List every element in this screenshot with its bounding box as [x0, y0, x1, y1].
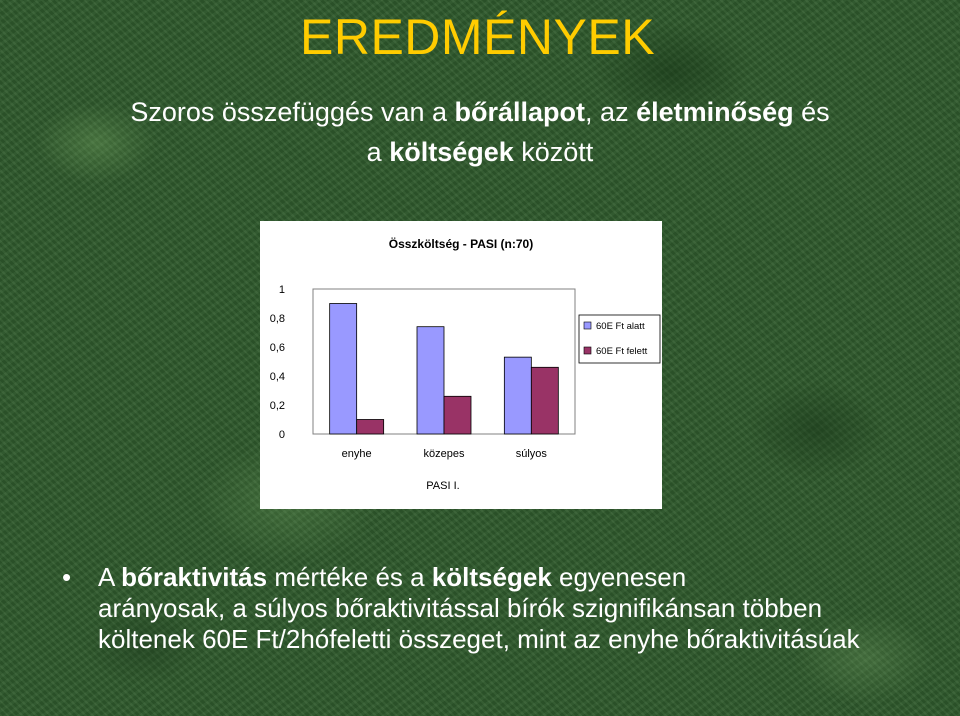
subtitle-text: a — [366, 137, 390, 167]
x-axis-label: PASI I. — [426, 480, 460, 492]
subtitle-text: Szoros összefüggés van a — [130, 97, 455, 127]
bullet-span: mértéke és a — [267, 562, 432, 592]
bar-alatt-2 — [504, 357, 531, 434]
y-tick-label: 0,2 — [269, 400, 285, 412]
legend-label: 60E Ft alatt — [596, 321, 645, 332]
legend-swatch — [584, 322, 591, 329]
bullet-dot: • — [62, 562, 72, 592]
subtitle-text: között — [513, 137, 594, 167]
x-tick-label: enyhe — [341, 448, 372, 460]
bullet-span: egyenesen — [551, 562, 687, 592]
bar-felett-0 — [357, 420, 384, 435]
subtitle-line-2 — [40, 132, 920, 172]
legend-label: 60E Ft felett — [596, 346, 648, 357]
subtitle-text: , az — [585, 97, 637, 127]
legend-swatch — [584, 347, 591, 354]
bullet-line-1 — [98, 562, 938, 593]
bar-chart — [260, 221, 662, 509]
subtitle-keyword: bőrállapot — [454, 97, 586, 127]
subtitle-keyword: költségek — [389, 137, 514, 167]
y-tick-label: 0,4 — [269, 371, 285, 383]
bullet-line-2: arányosak, a súlyos bőraktivitással bírók szignifikánsan többen — [98, 593, 823, 623]
chart-panel — [260, 221, 662, 509]
bar-felett-1 — [444, 396, 471, 434]
bar-alatt-1 — [417, 327, 444, 434]
chart-title: Összköltség - PASI (n:70) — [388, 237, 534, 251]
x-tick-label: közepes — [423, 448, 465, 460]
y-tick-label: 0 — [278, 429, 285, 441]
bullet-keyword: bőraktivitás — [121, 562, 268, 592]
subtitle-keyword: életminőség — [636, 97, 794, 127]
subtitle-text: és — [793, 97, 830, 127]
x-tick-label: súlyos — [515, 448, 547, 460]
bullet-keyword: költségek — [431, 562, 552, 592]
bar-alatt-0 — [330, 304, 357, 435]
bullet-line-3: költenek 60E Ft/2hófeletti összeget, mint az enyhe bőraktivitásúak — [98, 624, 860, 654]
slide-subtitle — [40, 92, 920, 172]
bullet-text — [98, 562, 938, 655]
slide-title: EREDMÉNYEK — [300, 9, 656, 65]
bullet-span: A — [98, 562, 122, 592]
y-tick-label: 0,8 — [269, 313, 285, 325]
bar-felett-2 — [531, 367, 558, 434]
y-tick-label: 0,6 — [269, 342, 285, 354]
subtitle-line-1 — [40, 92, 920, 132]
y-tick-label: 1 — [278, 284, 285, 296]
y-axis-ticks — [270, 284, 285, 441]
x-axis-labels — [342, 448, 548, 460]
